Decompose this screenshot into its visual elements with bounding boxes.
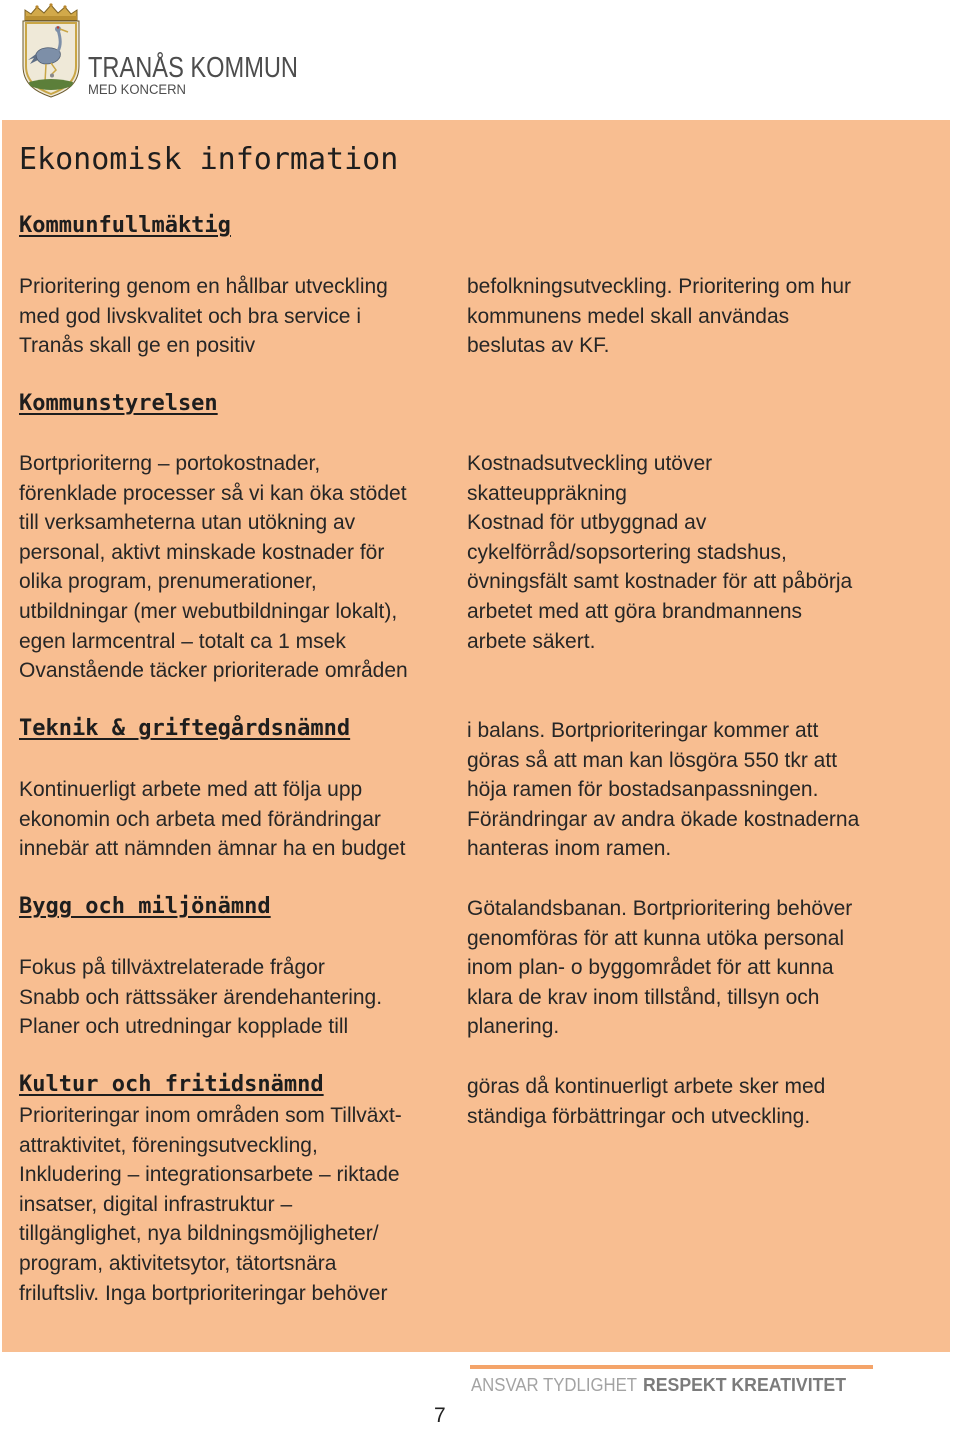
section-heading-kultur-fritidsnamnd: Kultur och fritidsnämnd — [19, 1072, 324, 1097]
section-text-left: Bortprioriterng – portokostnader, förenklade processer så vi kan öka stödet till verksamheterna utan utökning av personal, aktivt minskade kostnader för olika program, prenumerationer, utbildningar (mer webutbildningar lokalt), egen larmcentral – totalt ca 1 msek Ovanstående täcker prioriterade områden — [19, 452, 408, 683]
footer-values — [460, 1360, 880, 1398]
section-text-left: Fokus på tillväxtrelaterade frågor Snabb och rättssäker ärendehantering. Planer och utredningar kopplade till — [19, 956, 383, 1039]
section-text-right: göras då kontinuerligt arbete sker med ständiga förbättringar och utveckling. — [467, 1075, 826, 1128]
section-text-left: Prioriteringar inom områden som Tillväxt- attraktivitet, föreningsutveckling, Inkludering – integrationsarbete – riktade insatser, digital infrastruktur – tillgänglighet, nya bildningsmöjligheter/ program, aktivitetsytor, tätortsnära friluftsliv. Inga bortprioriteringar behöver — [19, 1104, 402, 1305]
footer-values-light: ANSVAR TYDLIGHET — [471, 1375, 638, 1395]
section-heading-bygg-miljonamnd: Bygg och miljönämnd — [19, 894, 271, 919]
page-title: Ekonomisk information — [19, 142, 399, 177]
footer-values-bold: RESPEKT KREATIVITET — [643, 1375, 847, 1395]
section-text-right: i balans. Bortprioriteringar kommer att göras så att man kan lösgöra 550 tkr att höja ramen för bostadsanpassningen. Förändringar av andra ökade kostnaderna hanteras inom ramen. — [467, 719, 860, 861]
section-heading-teknik-griftegardsnamnd: Teknik & griftegårdsnämnd — [19, 716, 351, 741]
section-heading-kommunfullmaktig: Kommunfullmäktig — [19, 213, 231, 238]
org-sub: MED KONCERN — [88, 82, 186, 97]
section-text-right: Kostnadsutveckling utöver skatteuppräkning Kostnad för utbyggnad av cykelförråd/sopsortering stadshus, övningsfält samt kostnader för att påbörja arbetet med att göra brandmannens arbete säkert. — [467, 452, 853, 653]
section-text-right: befolkningsutveckling. Prioritering om hur kommunens medel skall användas beslutas av KF. — [467, 275, 852, 358]
coat-of-arms-icon — [18, 2, 84, 98]
footer-accent-line — [470, 1365, 873, 1369]
section-text-left: Kontinuerligt arbete med att följa upp ekonomin och arbeta med förändringar innebär att nämnden ämnar ha en budget — [19, 778, 406, 861]
org-name: TRANÅS KOMMUN — [88, 52, 346, 84]
section-text-right: Götalandsbanan. Bortprioritering behöver genomföras för att kunna utöka personal inom plan- o byggområdet för att kunna klara de krav inom tillstånd, tillsyn och planering. — [467, 897, 853, 1039]
section-text-left: Prioritering genom en hållbar utveckling med god livskvalitet och bra service i Tranås skall ge en positiv — [19, 275, 388, 358]
section-heading-kommunstyrelsen: Kommunstyrelsen — [19, 391, 218, 416]
page-number: 7 — [434, 1404, 446, 1427]
organization-logo-text — [86, 48, 346, 100]
